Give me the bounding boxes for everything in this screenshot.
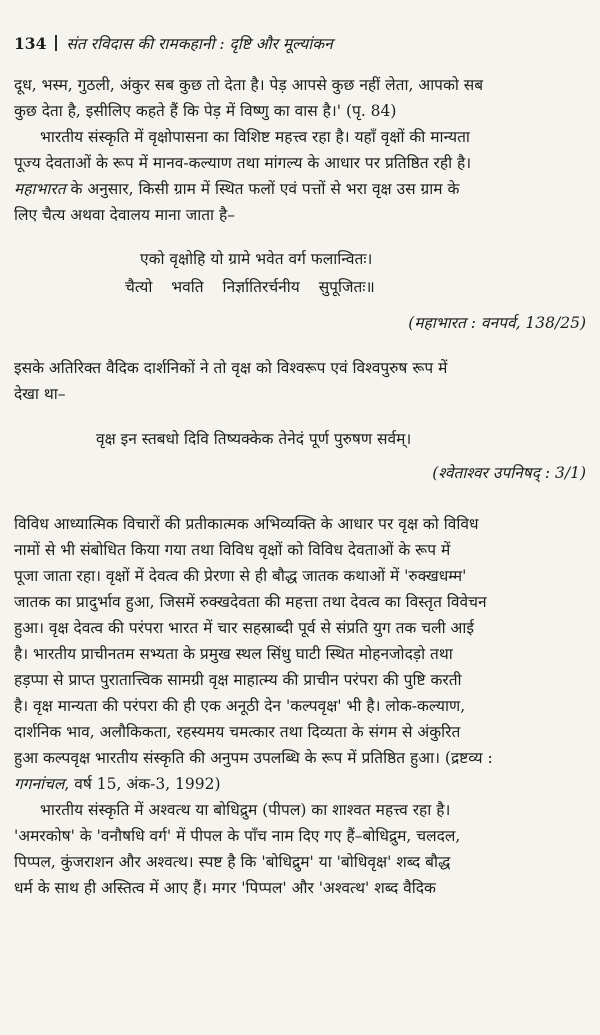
verse1-line-2: चैत्यो भवति निर्ज्ञातिरर्चनीय सुपूजितः॥ xyxy=(125,278,375,296)
work-title-mahabharat: महाभारत xyxy=(14,180,66,198)
para4-line-6: है। भारतीय प्राचीनतम सभ्यता के प्रमुख स्थल सिंधु घाटी स्थित मोहनजोदड़ो तथा xyxy=(14,645,453,663)
para2-line-2: पूज्य देवताओं के रूप में मानव-कल्याण तथा मांगल्य के आधार पर प्रतिष्ठित रही है। xyxy=(14,154,472,172)
page-number: 134 xyxy=(14,34,47,53)
verse1-citation: (महाभारत : वनपर्व, 138/25) xyxy=(408,314,586,332)
para4-line-4: जातक का प्रादुर्भाव हुआ, जिसमें रुक्खदेवता की महत्ता तथा देवत्व का विस्तृत विवेचन xyxy=(14,593,487,611)
para4-line-11-rest: , वर्ष 15, अंक-3, 1992) xyxy=(64,775,221,793)
header-divider xyxy=(55,35,57,51)
verse2-line-1: वृक्ष इन स्तबधो दिवि तिष्यक्केक तेनेदं पूर्ण पुरुषण सर्वम्। xyxy=(96,430,412,448)
running-header xyxy=(14,32,586,56)
para4-line-7: हड़प्पा से प्राप्त पुरातात्त्विक सामग्री वृक्ष माहात्म्य की प्राचीन परंपरा की पुष्टि करती xyxy=(14,671,462,689)
para5-line-3: पिप्पल, कुंजराशन और अश्वत्थ। स्पष्ट है कि 'बोधिद्रुम' या 'बोधिवृक्ष' शब्द बौद्ध xyxy=(14,853,451,871)
para2-line-4: लिए चैत्य अथवा देवालय माना जाता है– xyxy=(14,206,235,224)
work-title-gaganchal: गगनांचल xyxy=(14,775,65,793)
para4-line-2: नामों से भी संबोधित किया गया तथा विविध वृक्षों को विविध देवताओं के रूप में xyxy=(14,541,451,559)
para2-line-3-rest: के अनुसार, किसी ग्राम में स्थित फलों एवं पत्तों से भरा वृक्ष उस ग्राम के xyxy=(65,180,460,198)
para5-line-2: 'अमरकोष' के 'वनौषधि वर्ग' में पीपल के पाँच नाम दिए गए हैं–बोधिद्रुम, चलदल, xyxy=(14,827,461,845)
para4-line-10: हुआ कल्पवृक्ष भारतीय संस्कृति की अनुपम उपलब्धि के रूप में प्रतिष्ठित हुआ। (द्रष्टव्य : xyxy=(14,749,493,767)
book-title: संत रविदास की रामकहानी : दृष्टि और मूल्यांकन xyxy=(66,35,333,53)
para1-line-1: दूध, भस्म, गुठली, अंकुर सब कुछ तो देता है। पेड़ आपसे कुछ नहीं लेता, आपको सब xyxy=(14,76,484,94)
para4-line-8: है। वृक्ष मान्यता की परंपरा की ही एक अनूठी देन 'कल्पवृक्ष' भी है। लोक-कल्याण, xyxy=(14,697,466,715)
verse1-line-1: एको वृक्षोहि यो ग्रामे भवेत वर्ग फलान्वितः। xyxy=(140,250,373,268)
para4-line-3: पूजा जाता रहा। वृक्षों में देवत्व की प्रेरणा से ही बौद्ध जातक कथाओं में 'रुक्खधम्म' xyxy=(14,567,467,585)
para5-line-1: भारतीय संस्कृति में अश्वत्थ या बोधिद्रुम (पीपल) का शाश्वत महत्त्व रहा है। xyxy=(40,801,451,819)
para4-line-11 xyxy=(14,771,586,797)
para2-line-3 xyxy=(14,176,586,202)
para4-line-9: दार्शनिक भाव, अलौकिकता, रहस्यमय चमत्कार तथा दिव्यता के संगम से अंकुरित xyxy=(14,723,461,741)
para5-line-4: धर्म के साथ ही अस्तित्व में आए हैं। मगर 'पिप्पल' और 'अश्वत्थ' शब्द वैदिक xyxy=(14,879,436,897)
para2-line-1: भारतीय संस्कृति में वृक्षोपासना का विशिष्ट महत्त्व रहा है। यहाँ वृक्षों की मान्यता xyxy=(40,128,470,146)
para1-line-2: कुछ देता है, इसीलिए कहते हैं कि पेड़ में विष्णु का वास है।' (पृ. 84) xyxy=(14,102,397,120)
para3-line-1: इसके अतिरिक्त वैदिक दार्शनिकों ने तो वृक्ष को विश्वरूप एवं विश्वपुरुष रूप में xyxy=(14,359,448,377)
para4-line-5: हुआ। वृक्ष देवत्व की परंपरा भारत में चार सहस्राब्दी पूर्व से संप्रति युग तक चली आई xyxy=(14,619,475,637)
para3-line-2: देखा था– xyxy=(14,385,66,403)
para4-line-1: विविध आध्यात्मिक विचारों की प्रतीकात्मक अभिव्यक्ति के आधार पर वृक्ष को विविध xyxy=(14,515,479,533)
verse2-citation: (श्वेताश्वर उपनिषद् : 3/1) xyxy=(432,464,586,482)
